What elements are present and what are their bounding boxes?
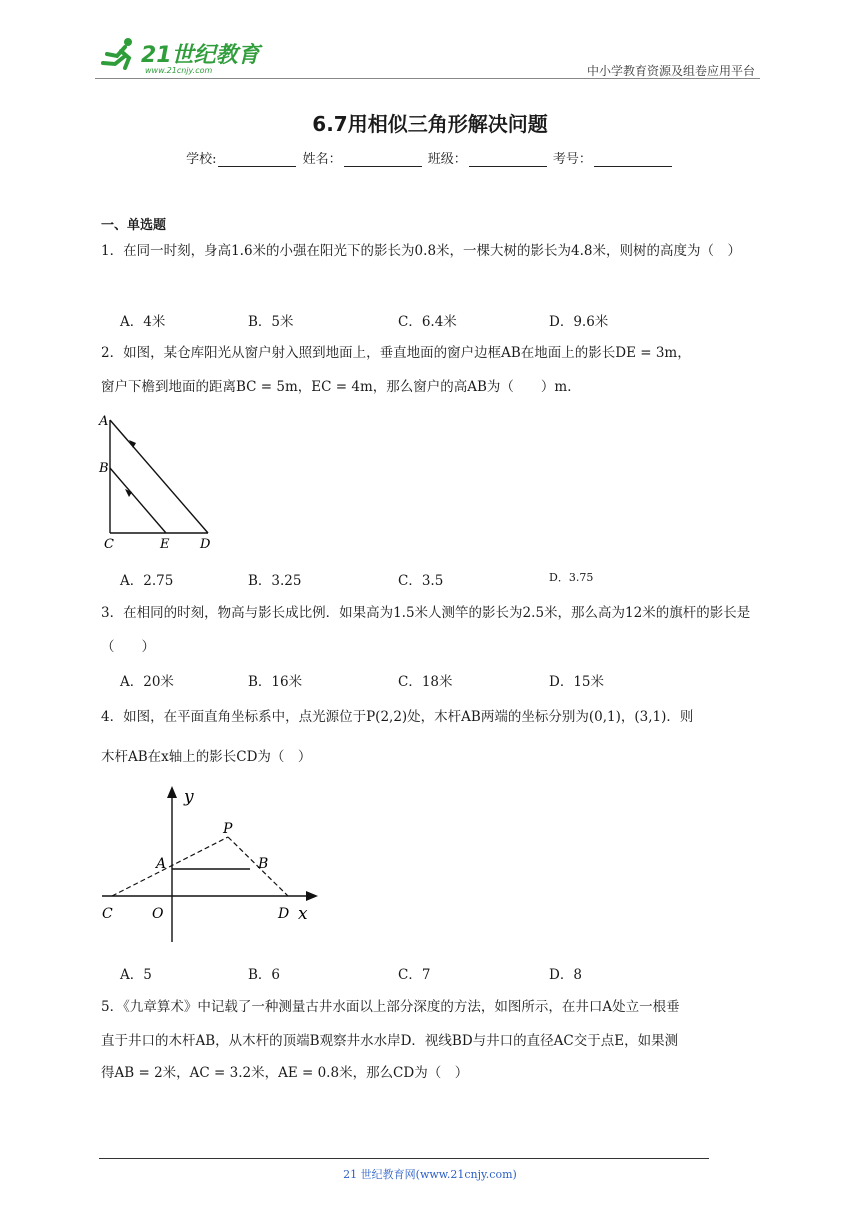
option-a: A．5 — [120, 967, 152, 983]
question-4-line-1: 4．如图，在平面直角坐标系中，点光源位于P(2,2)处，木杆AB两端的坐标分别为(0,1)，(3,1)．则 — [101, 709, 694, 725]
question-5-line-1: 5．《九章算术》中记载了一种测量古井水面以上部分深度的方法，如图所示，在井口A处立一根垂 — [101, 999, 680, 1015]
question-2-figure — [96, 410, 226, 555]
question-2-line-2: 窗户下檐到地面的距离BC = 5m，EC = 4m，那么窗户的高AB为（ ）m． — [101, 379, 581, 395]
option-a: A．2.75 — [120, 573, 174, 589]
label-a: A — [156, 856, 167, 872]
option-d: D．3.75 — [549, 571, 594, 584]
option-d: D．15米 — [549, 674, 605, 690]
page-title: 6.7用相似三角形解决问题 — [312, 112, 548, 136]
question-1-text: 1．在同一时刻，身高1.6米的小强在阳光下的影长为0.8米，一棵大树的影长为4.8米，则树的高度为（ ） — [101, 243, 741, 259]
question-5-line-2: 直于井口的木杆AB，从木杆的顶端B观察井水水岸D．视线BD与井口的直径AC交于点E，如果测 — [101, 1033, 679, 1049]
label-y: y — [184, 787, 194, 807]
name-blank — [344, 153, 422, 167]
school-label: 学校: — [186, 152, 217, 167]
label-o: O — [152, 906, 164, 922]
option-c: C．7 — [398, 967, 431, 983]
option-d: D．8 — [549, 967, 582, 983]
name-label: 姓名： — [302, 152, 342, 167]
label-d: D — [278, 906, 290, 922]
option-b: B．6 — [248, 967, 281, 983]
label-e: E — [160, 537, 170, 552]
label-c: C — [104, 537, 114, 552]
running-man-icon — [103, 38, 132, 68]
label-x: x — [298, 904, 308, 924]
option-c: C．18米 — [398, 674, 453, 690]
label-b: B — [99, 461, 109, 476]
label-a: A — [99, 414, 109, 429]
question-4-line-2: 木杆AB在x轴上的影长CD为（ ） — [101, 749, 312, 765]
logo-text: 21世纪教育 — [141, 43, 260, 68]
question-3-text: 3．在相同的时刻，物高与影长成比例．如果高为1.5米人测竿的影长为2.5米，那么高为12米的旗杆的影长是（ ） — [101, 605, 751, 655]
option-b: B．5米 — [248, 314, 294, 330]
option-a: A．20米 — [120, 674, 174, 690]
header-platform-text: 中小学教育资源及组卷应用平台 — [586, 64, 755, 78]
option-b: B．3.25 — [248, 573, 302, 589]
class-label: 班级： — [427, 152, 467, 167]
school-blank — [218, 153, 296, 167]
label-p: P — [223, 821, 233, 837]
footer-link[interactable]: 21 世纪教育网(www.21cnjy.com) — [343, 1168, 517, 1181]
option-c: C．6.4米 — [398, 314, 457, 330]
footer-divider — [99, 1158, 709, 1159]
number-blank — [594, 153, 672, 167]
option-c: C．3.5 — [398, 573, 444, 589]
class-blank — [469, 153, 547, 167]
question-4-figure — [98, 782, 320, 947]
option-a: A．4米 — [120, 314, 166, 330]
header-divider — [95, 78, 760, 79]
label-c: C — [102, 906, 113, 922]
logo-url: www.21cnjy.com — [145, 66, 213, 75]
number-label: 考号： — [552, 152, 592, 167]
label-d: D — [200, 537, 211, 552]
label-b: B — [258, 856, 269, 872]
option-b: B．16米 — [248, 674, 303, 690]
site-logo — [95, 36, 265, 76]
section-heading: 一、单选题 — [101, 218, 167, 233]
student-info-line — [0, 148, 860, 167]
question-5-line-3: 得AB = 2米，AC = 3.2米，AE = 0.8米，那么CD为（ ） — [101, 1065, 469, 1081]
question-2-line-1: 2．如图，某仓库阳光从窗户射入照到地面上，垂直地面的窗户边框AB在地面上的影长DE = 3m， — [101, 345, 691, 361]
option-d: D．9.6米 — [549, 314, 609, 330]
